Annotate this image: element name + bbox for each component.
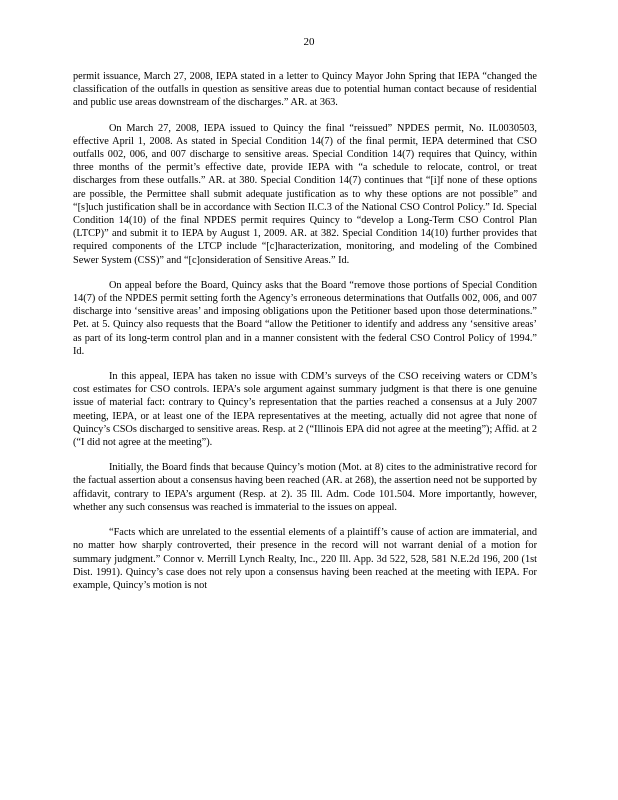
- paragraph: On appeal before the Board, Quincy asks that the Board “remove those portions of Special Condition 14(7) of the NPDES permit setting forth the Agency’s erroneous determinations that Outfalls 002, 006, and 007 discharge into ‘sensitive areas’ and imposing obligations upon the Petitioner based upon those determinations.” Pet. at 5. Quincy also requests that the Board “allow the Petitioner to identify and address any ‘sensitive areas’ as part of its long-term control plan and in a manner consistent with the federal CSO Control Policy of 1994.” Id.: [73, 279, 537, 357]
- paragraph: In this appeal, IEPA has taken no issue with CDM’s surveys of the CSO receiving waters or CDM’s cost estimates for CSO controls. IEPA’s sole argument against summary judgment is that there is one genuine issue of material fact: contrary to Quincy’s representation that the parties reached a consensus at a July 2007 meeting, IEPA, or at least one of the IEPA representatives at the meeting, actually did not agree that none of Quincy’s CSOs discharged to sensitive areas. Resp. at 2 (“Illinois EPA did not agree at the meeting”); Affid. at 2 (“I did not agree at the meeting”).: [73, 371, 537, 449]
- paragraph: permit issuance, March 27, 2008, IEPA stated in a letter to Quincy Mayor John Spring that IEPA “changed the classification of the outfalls in question as sensitive areas due to potential human contact because of residential and public use areas downstream of the discharges.” AR. at 363.: [73, 71, 537, 109]
- page-number: 20: [303, 36, 315, 48]
- paragraph: “Facts which are unrelated to the essential elements of a plaintiff’s cause of action are immaterial, and no matter how sharply controverted, their presence in the record will not warrant denial of a motion for summary judgment.” Connor v. Merrill Lynch Realty, Inc., 220 Ill. App. 3d 522, 528, 581 N.E.2d 196, 200 (1st Dist. 1991). Quincy’s case does not rely upon a consensus having been reached at the meeting with IEPA. For example, Quincy’s motion is not: [73, 527, 537, 591]
- body-text: [73, 70, 537, 604]
- paragraph: Initially, the Board finds that because Quincy’s motion (Mot. at 8) cites to the administrative record for the factual assertion about a consensus having been reached (AR. at 268), the assertion need not be supported by affidavit, contrary to IEPA’s argument (Resp. at 2). 35 Ill. Adm. Code 101.504. More importantly, however, whether any such consensus was reached is immaterial to the issues on appeal.: [73, 462, 537, 513]
- paragraph: On March 27, 2008, IEPA issued to Quincy the final “reissued” NPDES permit, No. IL0030503, effective April 1, 2008. As stated in Special Condition 14(7) of the final permit, IEPA determined that CSO outfalls 002, 006, and 007 discharge to sensitive areas. Special Condition 14(7) requires that Quincy, within three months of the permit’s effective date, provide IEPA with “a schedule to relocate, control, or treat discharges from these outfalls.” AR. at 380. Special Condition 14(7) continues that “[i]f none of these options are possible, the Permittee shall submit adequate justification as to why these options are not possible” and “[s]uch justification shall be in accordance with Section II.C.3 of the National CSO Control Policy.” Id. Special Condition 14(10) of the final NPDES permit requires Quincy to “develop a Long-Term CSO Control Plan (LTCP)” and submit it to IEPA by August 1, 2009. AR. at 382. Special Condition 14(10) further provides that required components of the LTCP include “[c]haracterization, monitoring, and modeling of the Combined Sewer System (CSS)” and “[c]onsideration of Sensitive Areas.” Id.: [73, 122, 537, 266]
